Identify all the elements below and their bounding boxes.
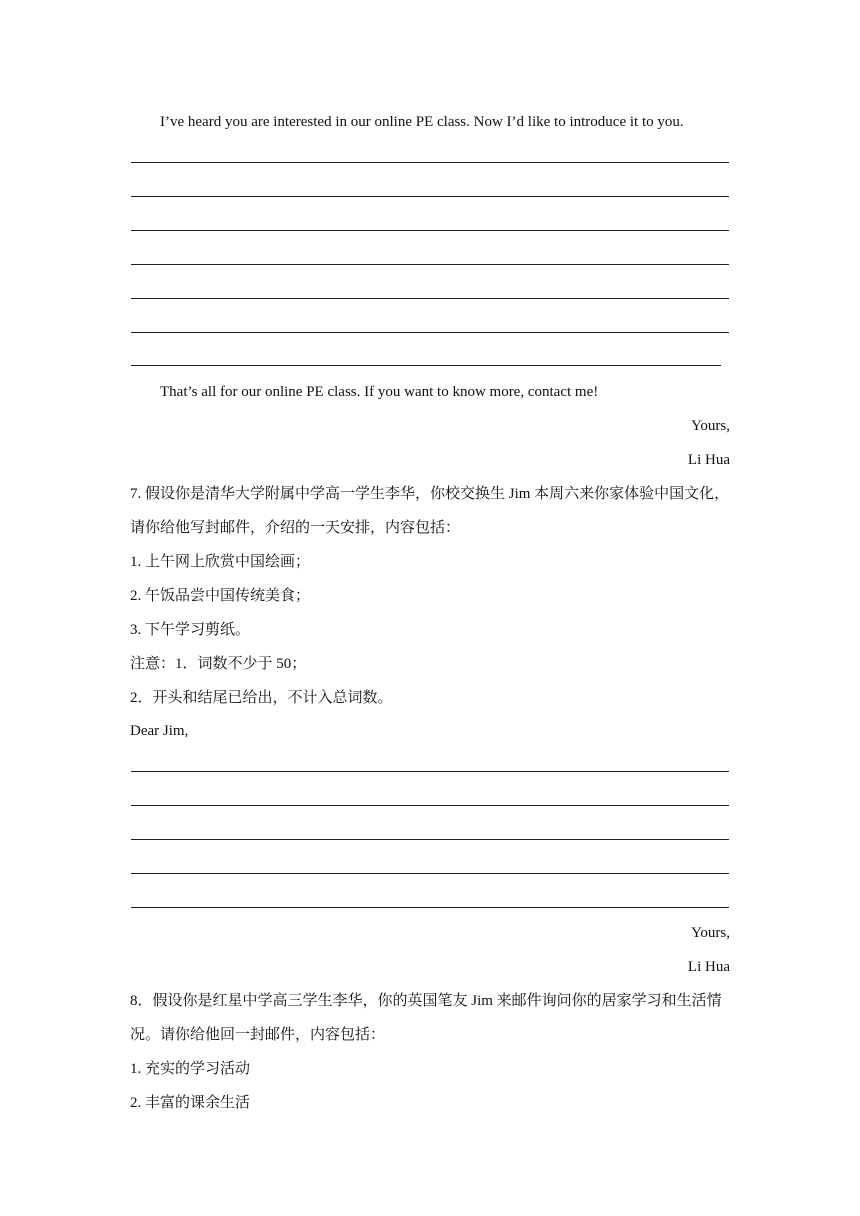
- writing-line: [131, 907, 729, 908]
- question-7-item: 2. 午饭品尝中国传统美食；: [130, 588, 311, 604]
- writing-line: [131, 771, 729, 772]
- question-7-item: 1. 上午网上欣赏中国绘画；: [130, 554, 311, 570]
- letter-signature: Li Hua: [687, 452, 730, 468]
- writing-line: [131, 162, 729, 163]
- letter-closing-line: That’s all for our online PE class. If you want to know more, contact me!: [160, 384, 599, 400]
- question-7-signoff: Yours,: [691, 925, 730, 941]
- question-7-item: 3. 下午学习剪纸。: [130, 622, 251, 638]
- writing-line: [131, 332, 729, 333]
- writing-line: [131, 805, 729, 806]
- question-7-greeting: Dear Jim,: [130, 723, 189, 739]
- writing-line: [131, 264, 729, 265]
- question-8-item: 1. 充实的学习活动: [130, 1061, 251, 1077]
- question-7-prompt-line2: 请你给他写封邮件，介绍的一天安排，内容包括：: [130, 520, 461, 536]
- question-8-prompt-line2: 况。请你给他回一封邮件，内容包括：: [130, 1027, 386, 1043]
- writing-line: [131, 230, 729, 231]
- question-8-prompt-line1: 8．假设你是红星中学高三学生李华，你的英国笔友 Jim 来邮件询问你的居家学习和生活情: [130, 993, 722, 1009]
- question-7-signature: Li Hua: [687, 959, 730, 975]
- writing-line: [131, 365, 721, 366]
- letter-opening-line: I’ve heard you are interested in our online PE class. Now I’d like to introduce it to you.: [160, 114, 684, 130]
- letter-signoff: Yours,: [691, 418, 730, 434]
- question-7-note-1: 注意：1．词数不少于 50；: [130, 656, 307, 672]
- writing-line: [131, 839, 729, 840]
- question-8-item: 2. 丰富的课余生活: [130, 1095, 251, 1111]
- question-7-note-2: 2．开头和结尾已给出，不计入总词数。: [130, 690, 393, 706]
- writing-line: [131, 298, 729, 299]
- writing-line: [131, 196, 729, 197]
- writing-line: [131, 873, 729, 874]
- question-7-prompt-line1: 7. 假设你是清华大学附属中学高一学生李华，你校交换生 Jim 本周六来你家体验中国文化，: [130, 486, 730, 502]
